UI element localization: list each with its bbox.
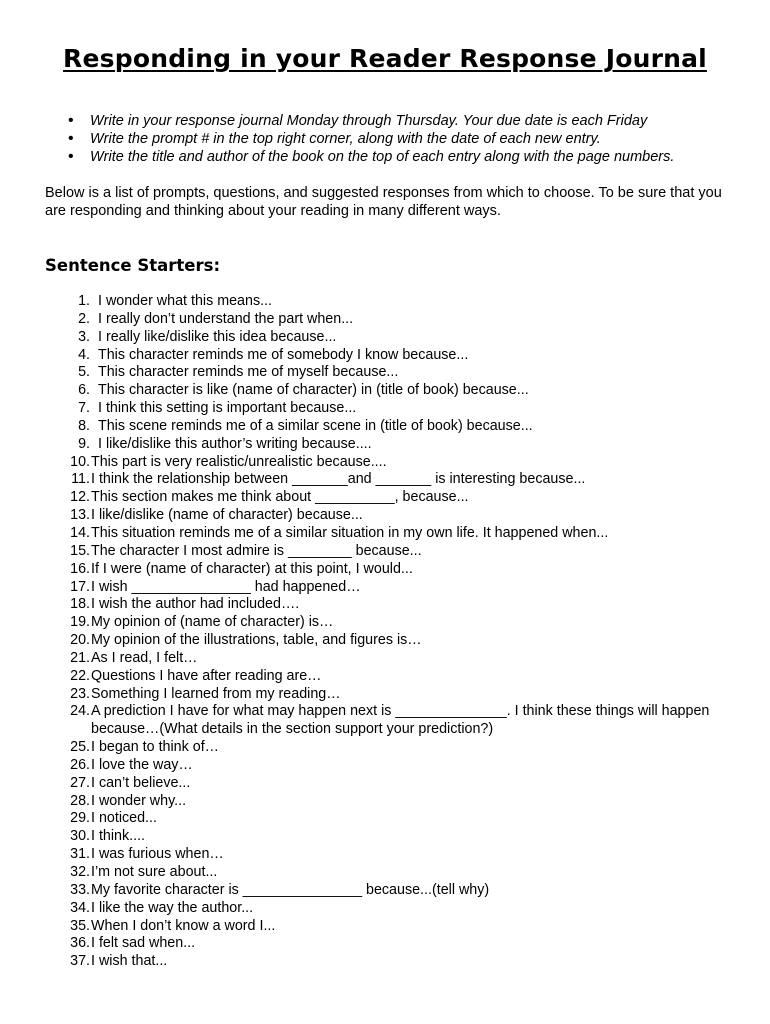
list-item [60, 293, 710, 311]
list-item [60, 454, 710, 472]
intro-paragraph: Below is a list of prompts, questions, and suggested responses from which to choose. To be sure that you are responding and thinking about your reading in many different ways. [45, 185, 722, 219]
list-item-text: I really like/dislike this idea because... [98, 328, 337, 345]
list-item-text: I wish _______________ had happened… [91, 578, 361, 595]
list-item-number: 34. [70, 899, 90, 916]
list-item [60, 668, 710, 686]
list-item [60, 579, 710, 597]
list-item-text: Something I learned from my reading… [91, 685, 341, 702]
list-item-text: This character reminds me of somebody I know because... [98, 346, 469, 363]
list-item [60, 703, 710, 739]
list-item [60, 525, 710, 543]
list-item-text: I wish that... [91, 953, 168, 970]
list-item-text: I wish the author had included…. [91, 596, 300, 613]
list-item [60, 900, 710, 918]
list-item-number: 11. [71, 471, 90, 488]
list-item-number: 16. [70, 560, 90, 577]
list-item [60, 507, 710, 525]
list-item-text: I like/dislike this author’s writing because.... [98, 435, 372, 452]
list-item-number: 27. [70, 774, 90, 791]
list-item [60, 864, 710, 882]
list-item [60, 739, 710, 757]
list-item-text: I like/dislike (name of character) because... [91, 507, 363, 524]
list-item-text: I began to think of… [91, 739, 219, 756]
list-item-number: 26. [70, 756, 90, 773]
list-item-number: 17. [70, 578, 90, 595]
list-item [60, 953, 710, 971]
list-item-number: 7. [78, 400, 90, 417]
list-item-number: 1. [78, 293, 90, 309]
list-item [60, 436, 710, 454]
list-item [60, 846, 710, 864]
list-item-number: 14. [70, 524, 90, 541]
list-item-number: 20. [70, 632, 90, 649]
list-item [60, 632, 710, 650]
list-item [60, 810, 710, 828]
list-item [60, 614, 710, 632]
list-item-number: 25. [70, 739, 90, 756]
list-item-text: I think the relationship between _______and _______ is interesting because... [91, 471, 586, 488]
list-item [60, 793, 710, 811]
list-item-text: This scene reminds me of a similar scene in (title of book) because... [98, 417, 533, 434]
list-item-text: I can’t believe... [91, 774, 191, 791]
list-item [60, 400, 710, 418]
list-item-number: 35. [70, 917, 90, 934]
list-item-text: Questions I have after reading are… [91, 667, 322, 684]
list-item [60, 382, 710, 400]
list-item [60, 329, 710, 347]
list-item [60, 935, 710, 953]
list-item-text: This character is like (name of character) in (title of book) because... [98, 382, 529, 399]
list-item-text: This situation reminds me of a similar situation in my own life. It happened when... [91, 524, 609, 541]
list-item-text: When I don’t know a word I... [91, 917, 276, 934]
list-item-text: A prediction I have for what may happen next is ______________. I think these things will happen because…(What details in the section support your prediction?) [91, 703, 710, 738]
section-heading: Sentence Starters: [45, 256, 221, 275]
list-item-text: I like the way the author... [91, 899, 254, 916]
list-item [60, 543, 710, 561]
list-item-number: 15. [70, 542, 90, 559]
list-item [60, 918, 710, 936]
list-item-number: 6. [78, 382, 90, 399]
list-item-number: 31. [70, 846, 90, 863]
list-item-text: I’m not sure about... [91, 864, 218, 880]
list-item-number: 33. [70, 881, 90, 898]
list-item-text: This part is very realistic/unrealistic because.... [91, 453, 387, 470]
list-item [60, 828, 710, 846]
list-item-text: My opinion of (name of character) is… [91, 614, 334, 631]
list-item-number: 12. [70, 489, 90, 506]
list-item-number: 13. [70, 507, 90, 524]
list-item-number: 23. [70, 685, 90, 702]
list-item [60, 311, 710, 329]
list-item-text: I love the way… [91, 756, 193, 773]
list-item-number: 24. [70, 703, 90, 720]
list-item-text: I wonder what this means... [98, 293, 273, 309]
list-item-text: The character I most admire is ________ because... [91, 542, 422, 559]
list-item-text: I noticed... [91, 810, 157, 827]
list-item-text: I wonder why... [91, 792, 187, 809]
list-item [60, 489, 710, 507]
list-item-number: 22. [70, 667, 90, 684]
list-item-number: 36. [70, 935, 90, 952]
list-item-text: This character reminds me of myself because... [98, 364, 399, 381]
page-title: Responding in your Reader Response Journal [63, 44, 707, 73]
list-item-text: My opinion of the illustrations, table, and figures is… [91, 632, 422, 649]
list-item [60, 364, 710, 382]
list-item-number: 32. [70, 864, 90, 880]
list-item-number: 2. [78, 310, 90, 327]
list-item-text: I think this setting is important because... [98, 400, 357, 417]
list-item [60, 347, 710, 365]
list-item-text: I really don’t understand the part when... [98, 310, 354, 327]
instruction-item: • Write the prompt # in the top right corner, along with the date of each new entry. [68, 130, 674, 148]
list-item-number: 8. [78, 417, 90, 434]
list-item [60, 561, 710, 579]
list-item-text: This section makes me think about __________, because... [91, 489, 469, 506]
list-item-text: I felt sad when... [91, 935, 196, 952]
list-item-number: 37. [70, 953, 90, 970]
list-item [60, 471, 710, 489]
list-item [60, 650, 710, 668]
list-item [60, 757, 710, 775]
list-item-number: 9. [78, 435, 90, 452]
list-item-text: My favorite character is _______________ because...(tell why) [91, 881, 490, 898]
list-item [60, 882, 710, 900]
instruction-item: • Write the title and author of the book on the top of each entry along with the page numbers. [68, 148, 674, 166]
list-item-number: 18. [70, 596, 90, 613]
list-item-number: 30. [70, 828, 90, 845]
list-item [60, 686, 710, 704]
list-item [60, 418, 710, 436]
list-item-number: 3. [78, 328, 90, 345]
instruction-item: • Write in your response journal Monday through Thursday. Your due date is each Friday [68, 112, 674, 130]
list-item-text: I was furious when… [91, 846, 224, 863]
list-item-number: 29. [70, 810, 90, 827]
list-item-number: 4. [78, 346, 90, 363]
list-item-number: 19. [70, 614, 90, 631]
sentence-starters-list [60, 293, 710, 971]
list-item-text: As I read, I felt… [91, 649, 198, 666]
list-item-number: 10. [70, 453, 90, 470]
list-item-number: 21. [70, 649, 90, 666]
list-item [60, 596, 710, 614]
list-item-text: I think.... [91, 828, 146, 845]
list-item [60, 775, 710, 793]
list-item-number: 5. [78, 364, 90, 381]
list-item-text: If I were (name of character) at this point, I would... [91, 560, 413, 577]
instructions-list [68, 112, 674, 166]
list-item-number: 28. [70, 792, 90, 809]
